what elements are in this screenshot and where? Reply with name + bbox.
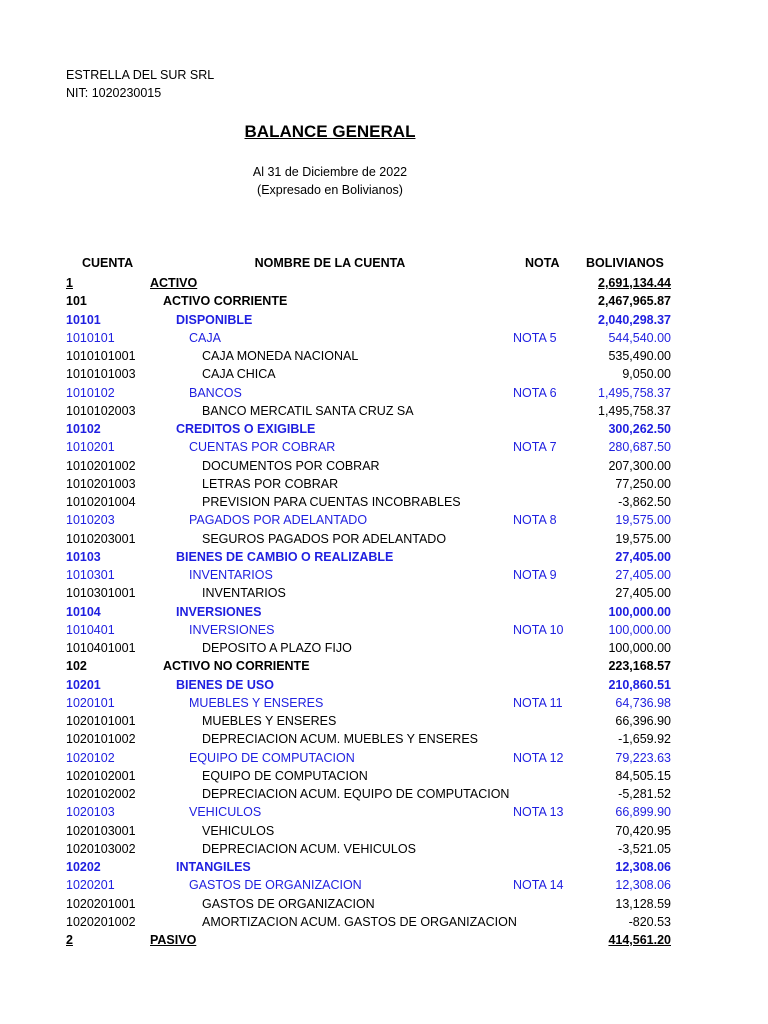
account-row [0,749,768,767]
account-note: NOTA 12 [513,750,564,765]
account-row [0,895,768,913]
account-code: 1010102 [66,385,115,400]
account-name: PAGADOS POR ADELANTADO [189,513,368,528]
account-amount: 300,262.50 [608,422,671,436]
account-code: 10201 [66,677,101,692]
account-amount: 77,250.00 [615,476,671,491]
account-amount: 100,000.00 [608,622,671,637]
account-name: DISPONIBLE [176,312,253,327]
account-name: INTANGILES [176,860,251,874]
account-code: 1010201 [66,440,115,455]
account-row [0,311,768,329]
account-note: NOTA 5 [513,330,557,345]
account-row [0,530,768,548]
account-row [0,384,768,402]
account-code: 1010401 [66,622,115,637]
account-name: GASTOS DE ORGANIZACION [189,878,362,893]
account-amount: 207,300.00 [608,458,671,473]
account-row [0,493,768,511]
account-code: 1 [66,276,73,290]
account-note: NOTA 9 [513,568,557,582]
account-name: MUEBLES Y ENSERES [189,695,324,710]
account-row [0,621,768,639]
account-row [0,584,768,602]
account-amount: 544,540.00 [608,330,671,345]
account-amount: 79,223.63 [615,750,671,765]
account-amount: 13,128.59 [615,896,671,911]
account-amount: 210,860.51 [608,677,671,692]
account-name: VEHICULOS [189,805,262,820]
company-nit: NIT: 1020230015 [66,86,162,100]
account-code: 1010401001 [66,641,136,655]
account-amount: -820.53 [628,914,671,929]
account-row [0,292,768,310]
account-row [0,347,768,365]
account-code: 1010101 [66,330,115,345]
account-name: INVENTARIOS [189,568,273,582]
account-code: 1010201004 [66,495,136,509]
account-amount: 223,168.57 [608,659,671,674]
account-amount: 535,490.00 [608,349,671,363]
account-row [0,274,768,292]
account-row [0,730,768,748]
account-code: 1020102 [66,750,115,765]
account-row [0,803,768,821]
account-name: BIENES DE CAMBIO O REALIZABLE [176,549,394,564]
account-name: GASTOS DE ORGANIZACION [202,896,375,911]
account-amount: -3,862.50 [618,495,671,509]
account-name: SEGUROS PAGADOS POR ADELANTADO [202,531,447,546]
account-row [0,931,768,949]
account-code: 1020201001 [66,896,136,911]
header-nombre: NOMBRE DE LA CUENTA [254,256,406,270]
account-amount: 9,050.00 [622,367,671,382]
account-table [0,274,768,949]
account-note: NOTA 13 [513,805,564,820]
account-row [0,548,768,566]
account-amount: 12,308.06 [615,878,671,893]
account-amount: 27,405.00 [615,568,671,582]
account-name: AMORTIZACION ACUM. GASTOS DE ORGANIZACION [202,914,517,929]
account-amount: 27,405.00 [615,549,671,564]
account-row [0,840,768,858]
account-name: BANCO MERCATIL SANTA CRUZ SA [202,403,414,418]
account-amount: 1,495,758.37 [598,403,671,418]
account-name: VEHICULOS [202,823,275,838]
account-code: 1010203001 [66,531,136,546]
account-name: DOCUMENTOS POR COBRAR [202,458,380,473]
account-row [0,676,768,694]
account-row [0,402,768,420]
account-note: NOTA 11 [513,695,563,710]
account-row [0,858,768,876]
account-code: 1020101 [66,695,115,710]
account-code: 1020101002 [66,732,136,747]
account-code: 1020102002 [66,787,136,801]
account-code: 1010201002 [66,458,136,473]
account-amount: 66,899.90 [615,805,671,820]
account-row [0,712,768,730]
account-name: CAJA [189,330,221,345]
account-name: EQUIPO DE COMPUTACION [202,768,368,783]
account-code: 101 [66,294,87,309]
account-code: 1020201002 [66,914,136,929]
account-name: DEPRECIACION ACUM. VEHICULOS [202,841,416,856]
header-cuenta: CUENTA [82,256,134,270]
account-name: ACTIVO CORRIENTE [163,294,288,309]
company-header [66,66,214,102]
account-note: NOTA 8 [513,513,557,528]
account-code: 1020103 [66,805,115,820]
header-bolivianos: BOLIVIANOS [586,256,664,270]
account-code: 1010201003 [66,476,136,491]
account-amount: 64,736.98 [615,695,671,710]
account-code: 1010101003 [66,367,136,382]
account-row [0,785,768,803]
account-row [0,767,768,785]
account-code: 10103 [66,549,101,564]
account-row [0,694,768,712]
account-name: CAJA MONEDA NACIONAL [202,349,359,363]
account-row [0,475,768,493]
account-code: 1010301 [66,568,115,582]
account-amount: 280,687.50 [608,440,671,455]
account-name: EQUIPO DE COMPUTACION [189,750,355,765]
account-amount: 12,308.06 [615,860,671,874]
account-code: 10102 [66,422,101,436]
account-note: NOTA 6 [513,385,557,400]
company-name: ESTRELLA DEL SUR SRL [66,68,215,82]
account-row [0,603,768,621]
account-name: CREDITOS O EXIGIBLE [176,422,316,436]
account-code: 1020103002 [66,841,136,856]
account-row [0,566,768,584]
account-code: 10202 [66,860,101,874]
account-amount: 1,495,758.37 [598,385,671,400]
account-code: 1020103001 [66,823,136,838]
account-code: 1020102001 [66,768,136,783]
account-code: 2 [66,933,73,947]
account-name: INVENTARIOS [202,586,286,601]
account-amount: 27,405.00 [615,586,671,601]
account-amount: -5,281.52 [618,787,671,801]
report-date: Al 31 de Diciembre de 2022 [252,165,408,179]
account-note: NOTA 14 [513,878,564,893]
account-name: CAJA CHICA [202,367,276,382]
account-code: 1010101001 [66,349,136,363]
report-title: BALANCE GENERAL [244,122,416,141]
account-code: 102 [66,659,87,674]
account-name: DEPOSITO A PLAZO FIJO [202,641,352,655]
account-note: NOTA 7 [513,440,557,455]
account-amount: 19,575.00 [615,531,671,546]
account-amount: -1,659.92 [618,732,671,747]
account-amount: 100,000.00 [608,641,671,655]
account-row [0,913,768,931]
account-row [0,639,768,657]
account-name: DEPRECIACION ACUM. MUEBLES Y ENSERES [202,732,479,747]
account-row [0,876,768,894]
account-amount: 84,505.15 [615,768,671,783]
account-amount: 100,000.00 [608,604,671,619]
account-note: NOTA 10 [513,622,564,637]
account-name: INVERSIONES [189,622,275,637]
account-amount: 2,467,965.87 [598,294,671,309]
account-row [0,457,768,475]
account-amount: 414,561.20 [608,933,671,947]
account-name: ACTIVO NO CORRIENTE [163,659,310,674]
account-name: CUENTAS POR COBRAR [189,440,336,455]
account-name: ACTIVO [150,276,198,290]
account-code: 1010102003 [66,403,136,418]
account-row [0,365,768,383]
account-row [0,657,768,675]
account-row [0,438,768,456]
account-name: DEPRECIACION ACUM. EQUIPO DE COMPUTACION [202,787,510,801]
account-amount: -3,521.05 [618,841,671,856]
account-amount: 19,575.00 [615,513,671,528]
account-code: 1010203 [66,513,115,528]
account-amount: 70,420.95 [615,823,671,838]
account-row [0,420,768,438]
account-code: 1010301001 [66,586,136,601]
account-code: 1020201 [66,878,115,893]
account-name: PREVISION PARA CUENTAS INCOBRABLES [202,495,461,509]
account-name: INVERSIONES [176,604,262,619]
account-name: MUEBLES Y ENSERES [202,714,337,728]
account-amount: 2,691,134.44 [598,276,671,290]
account-code: 10101 [66,312,101,327]
table-header [0,256,768,274]
account-name: LETRAS POR COBRAR [202,476,339,491]
account-name: BANCOS [189,385,242,400]
account-row [0,822,768,840]
account-row [0,511,768,529]
report-currency-note: (Expresado en Bolivianos) [257,183,403,197]
account-code: 10104 [66,604,101,619]
account-name: PASIVO [150,933,197,947]
header-nota: NOTA [525,256,560,270]
account-code: 1020101001 [66,714,136,728]
account-amount: 66,396.90 [615,714,671,728]
account-amount: 2,040,298.37 [598,312,671,327]
account-row [0,329,768,347]
account-name: BIENES DE USO [176,677,274,692]
